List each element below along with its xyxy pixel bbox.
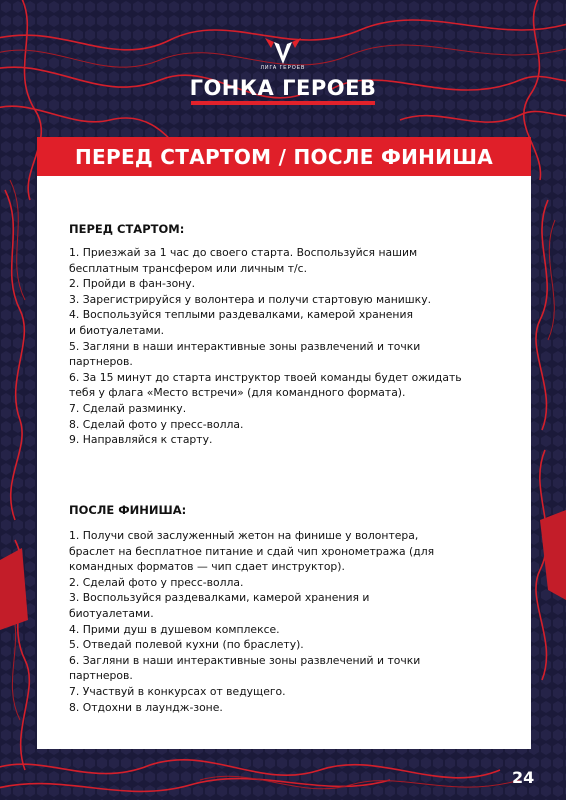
list-item: 5. Отведай полевой кухни (по браслету). bbox=[69, 638, 304, 652]
logo-subtitle: ЛИГА ГЕРОЕВ bbox=[260, 65, 306, 71]
list-item: 9. Направляйся к старту. bbox=[69, 433, 213, 447]
list-item: 7. Участвуй в конкурсах от ведущего. bbox=[69, 684, 286, 698]
page-title-banner: ПЕРЕД СТАРТОМ / ПОСЛЕ ФИНИША bbox=[37, 137, 531, 176]
page-number: 24 bbox=[512, 768, 535, 787]
list-item: 3. Зарегистрируйся у волонтера и получи стартовую манишку. bbox=[69, 292, 432, 306]
list-item: 8. Сделай фото у пресс-волла. bbox=[69, 417, 244, 431]
list-item: тебя у флага «Место встречи» (для командного формата). bbox=[69, 386, 406, 400]
list-item: 2. Сделай фото у пресс-волла. bbox=[69, 575, 244, 589]
list-item: 1. Приезжай за 1 час до своего старта. Воспользуйся нашим bbox=[69, 246, 418, 259]
list-item: 1. Получи свой заслуженный жетон на финише у волонтера, bbox=[69, 529, 419, 542]
list-item: бесплатным трансфером или личным т/с. bbox=[69, 261, 308, 275]
before-start-list bbox=[69, 245, 519, 448]
before-start-heading: ПЕРЕД СТАРТОМ: bbox=[69, 222, 185, 236]
list-item: 6. Загляни в наши интерактивные зоны развлечений и точки bbox=[69, 653, 421, 667]
list-item: командных форматов — чип сдает инструктор). bbox=[69, 560, 345, 574]
wings-icon bbox=[263, 38, 303, 66]
list-item: 5. Загляни в наши интерактивные зоны развлечений и точки bbox=[69, 339, 421, 353]
list-item: браслет на бесплатное питание и сдай чип хронометража (для bbox=[69, 544, 435, 558]
after-finish-heading: ПОСЛЕ ФИНИША: bbox=[69, 503, 187, 517]
logo bbox=[183, 38, 383, 108]
content-card bbox=[37, 176, 531, 749]
list-item: биотуалетами. bbox=[69, 606, 154, 620]
list-item: 4. Воспользуйся теплыми раздевалками, камерой хранения bbox=[69, 308, 413, 322]
list-item: 4. Прими душ в душевом комплексе. bbox=[69, 622, 280, 636]
logo-title: ГОНКА ГЕРОЕВ bbox=[189, 76, 377, 100]
list-item: 2. Пройди в фан-зону. bbox=[69, 277, 196, 291]
list-item: 6. За 15 минут до старта инструктор твоей команды будет ожидать bbox=[69, 370, 462, 384]
list-item: 8. Отдохни в лаундж-зоне. bbox=[69, 700, 223, 714]
list-item: 3. Воспользуйся раздевалками, камерой хранения и bbox=[69, 591, 370, 605]
list-item: и биотуалетами. bbox=[69, 323, 165, 337]
list-item: партнеров. bbox=[69, 669, 133, 683]
after-finish-list bbox=[69, 528, 519, 715]
logo-underline bbox=[191, 101, 375, 105]
list-item: партнеров. bbox=[69, 355, 133, 369]
list-item: 7. Сделай разминку. bbox=[69, 401, 187, 415]
